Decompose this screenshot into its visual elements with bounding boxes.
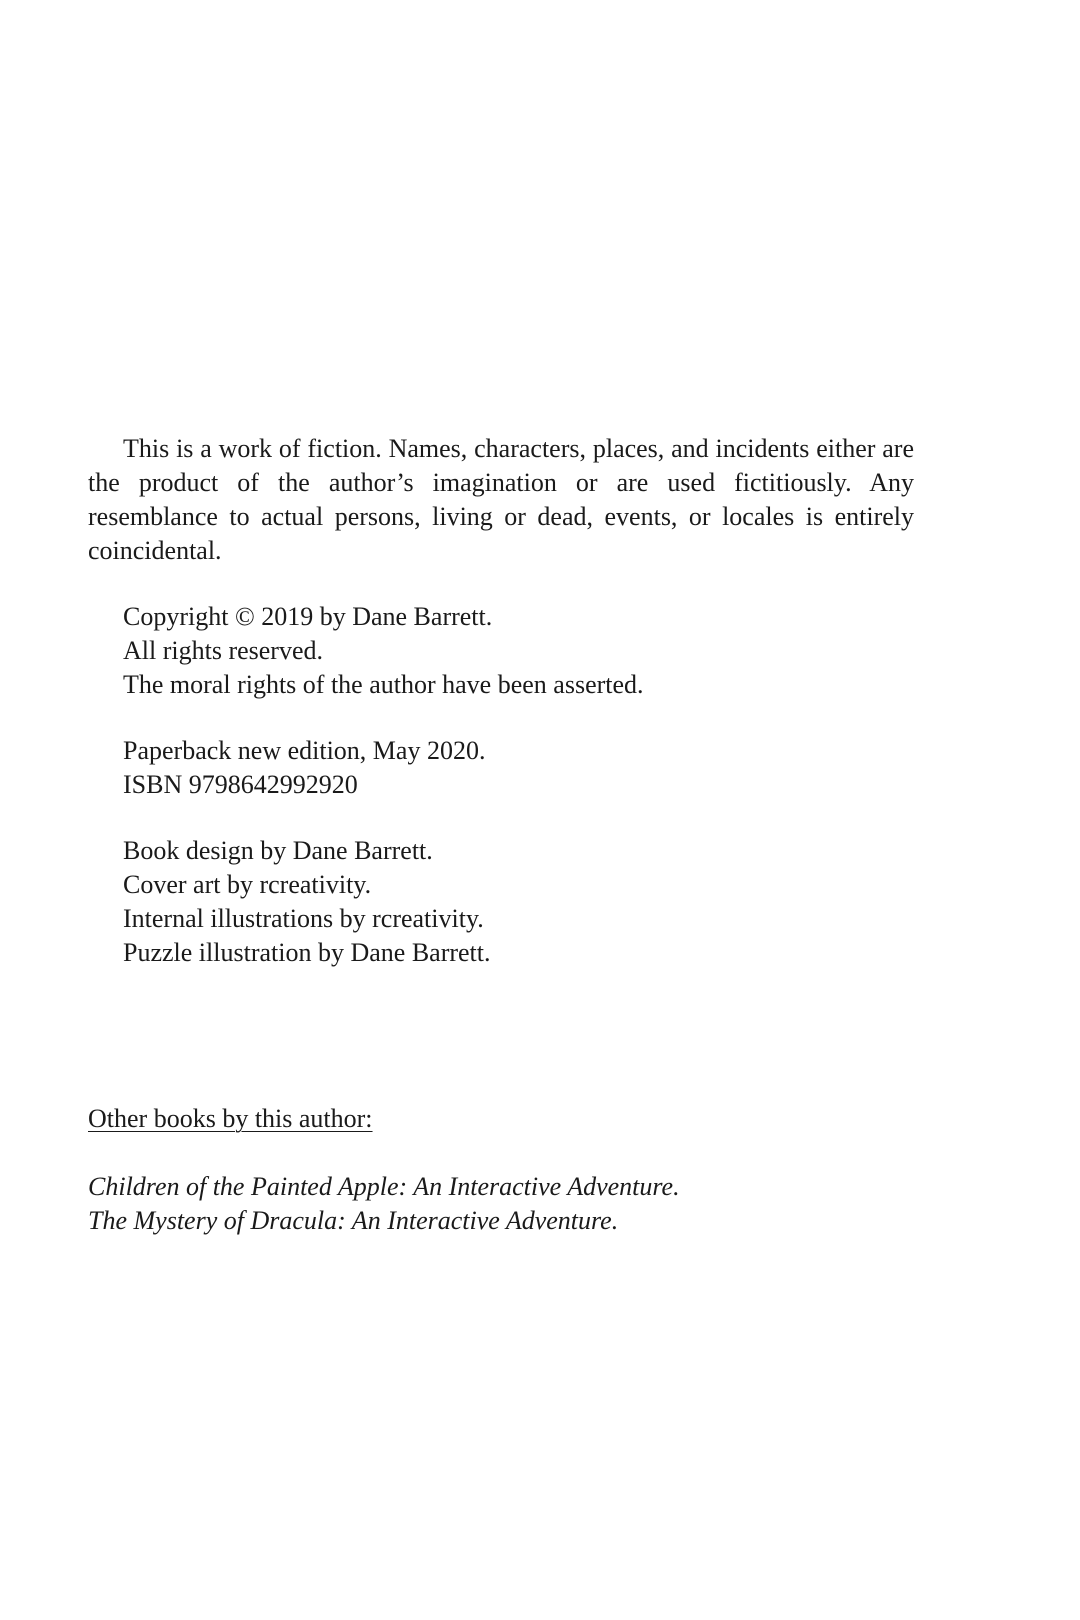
moral-rights-line: The moral rights of the author have been asserted. — [123, 670, 644, 699]
internal-illustrations-credit: Internal illustrations by rcreativity. — [123, 904, 484, 933]
puzzle-illustration-credit: Puzzle illustration by Dane Barrett. — [123, 938, 491, 967]
copyright-line: Copyright © 2019 by Dane Barrett. — [123, 602, 493, 631]
book-title: Children of the Painted Apple: An Interactive Adventure. — [88, 1172, 680, 1201]
fiction-disclaimer: This is a work of fiction. Names, characters, places, and incidents either are the product of the author’s imagination or are used fictitiously. Any resemblance to actual persons, living or dead, events, or locales is entirely coincidental. — [88, 434, 914, 565]
rights-reserved-line: All rights reserved. — [123, 636, 324, 665]
edition-line: Paperback new edition, May 2020. — [123, 736, 486, 765]
cover-art-credit: Cover art by rcreativity. — [123, 870, 372, 899]
book-design-credit: Book design by Dane Barrett. — [123, 836, 433, 865]
credits-section — [88, 834, 949, 970]
isbn-line: ISBN 9798642992920 — [123, 770, 358, 799]
copyright-section — [88, 600, 949, 702]
other-books-list — [88, 1170, 914, 1238]
edition-section — [88, 734, 949, 802]
book-title: The Mystery of Dracula: An Interactive Adventure. — [88, 1206, 619, 1235]
other-books-heading: Other books by this author: — [88, 1104, 373, 1133]
